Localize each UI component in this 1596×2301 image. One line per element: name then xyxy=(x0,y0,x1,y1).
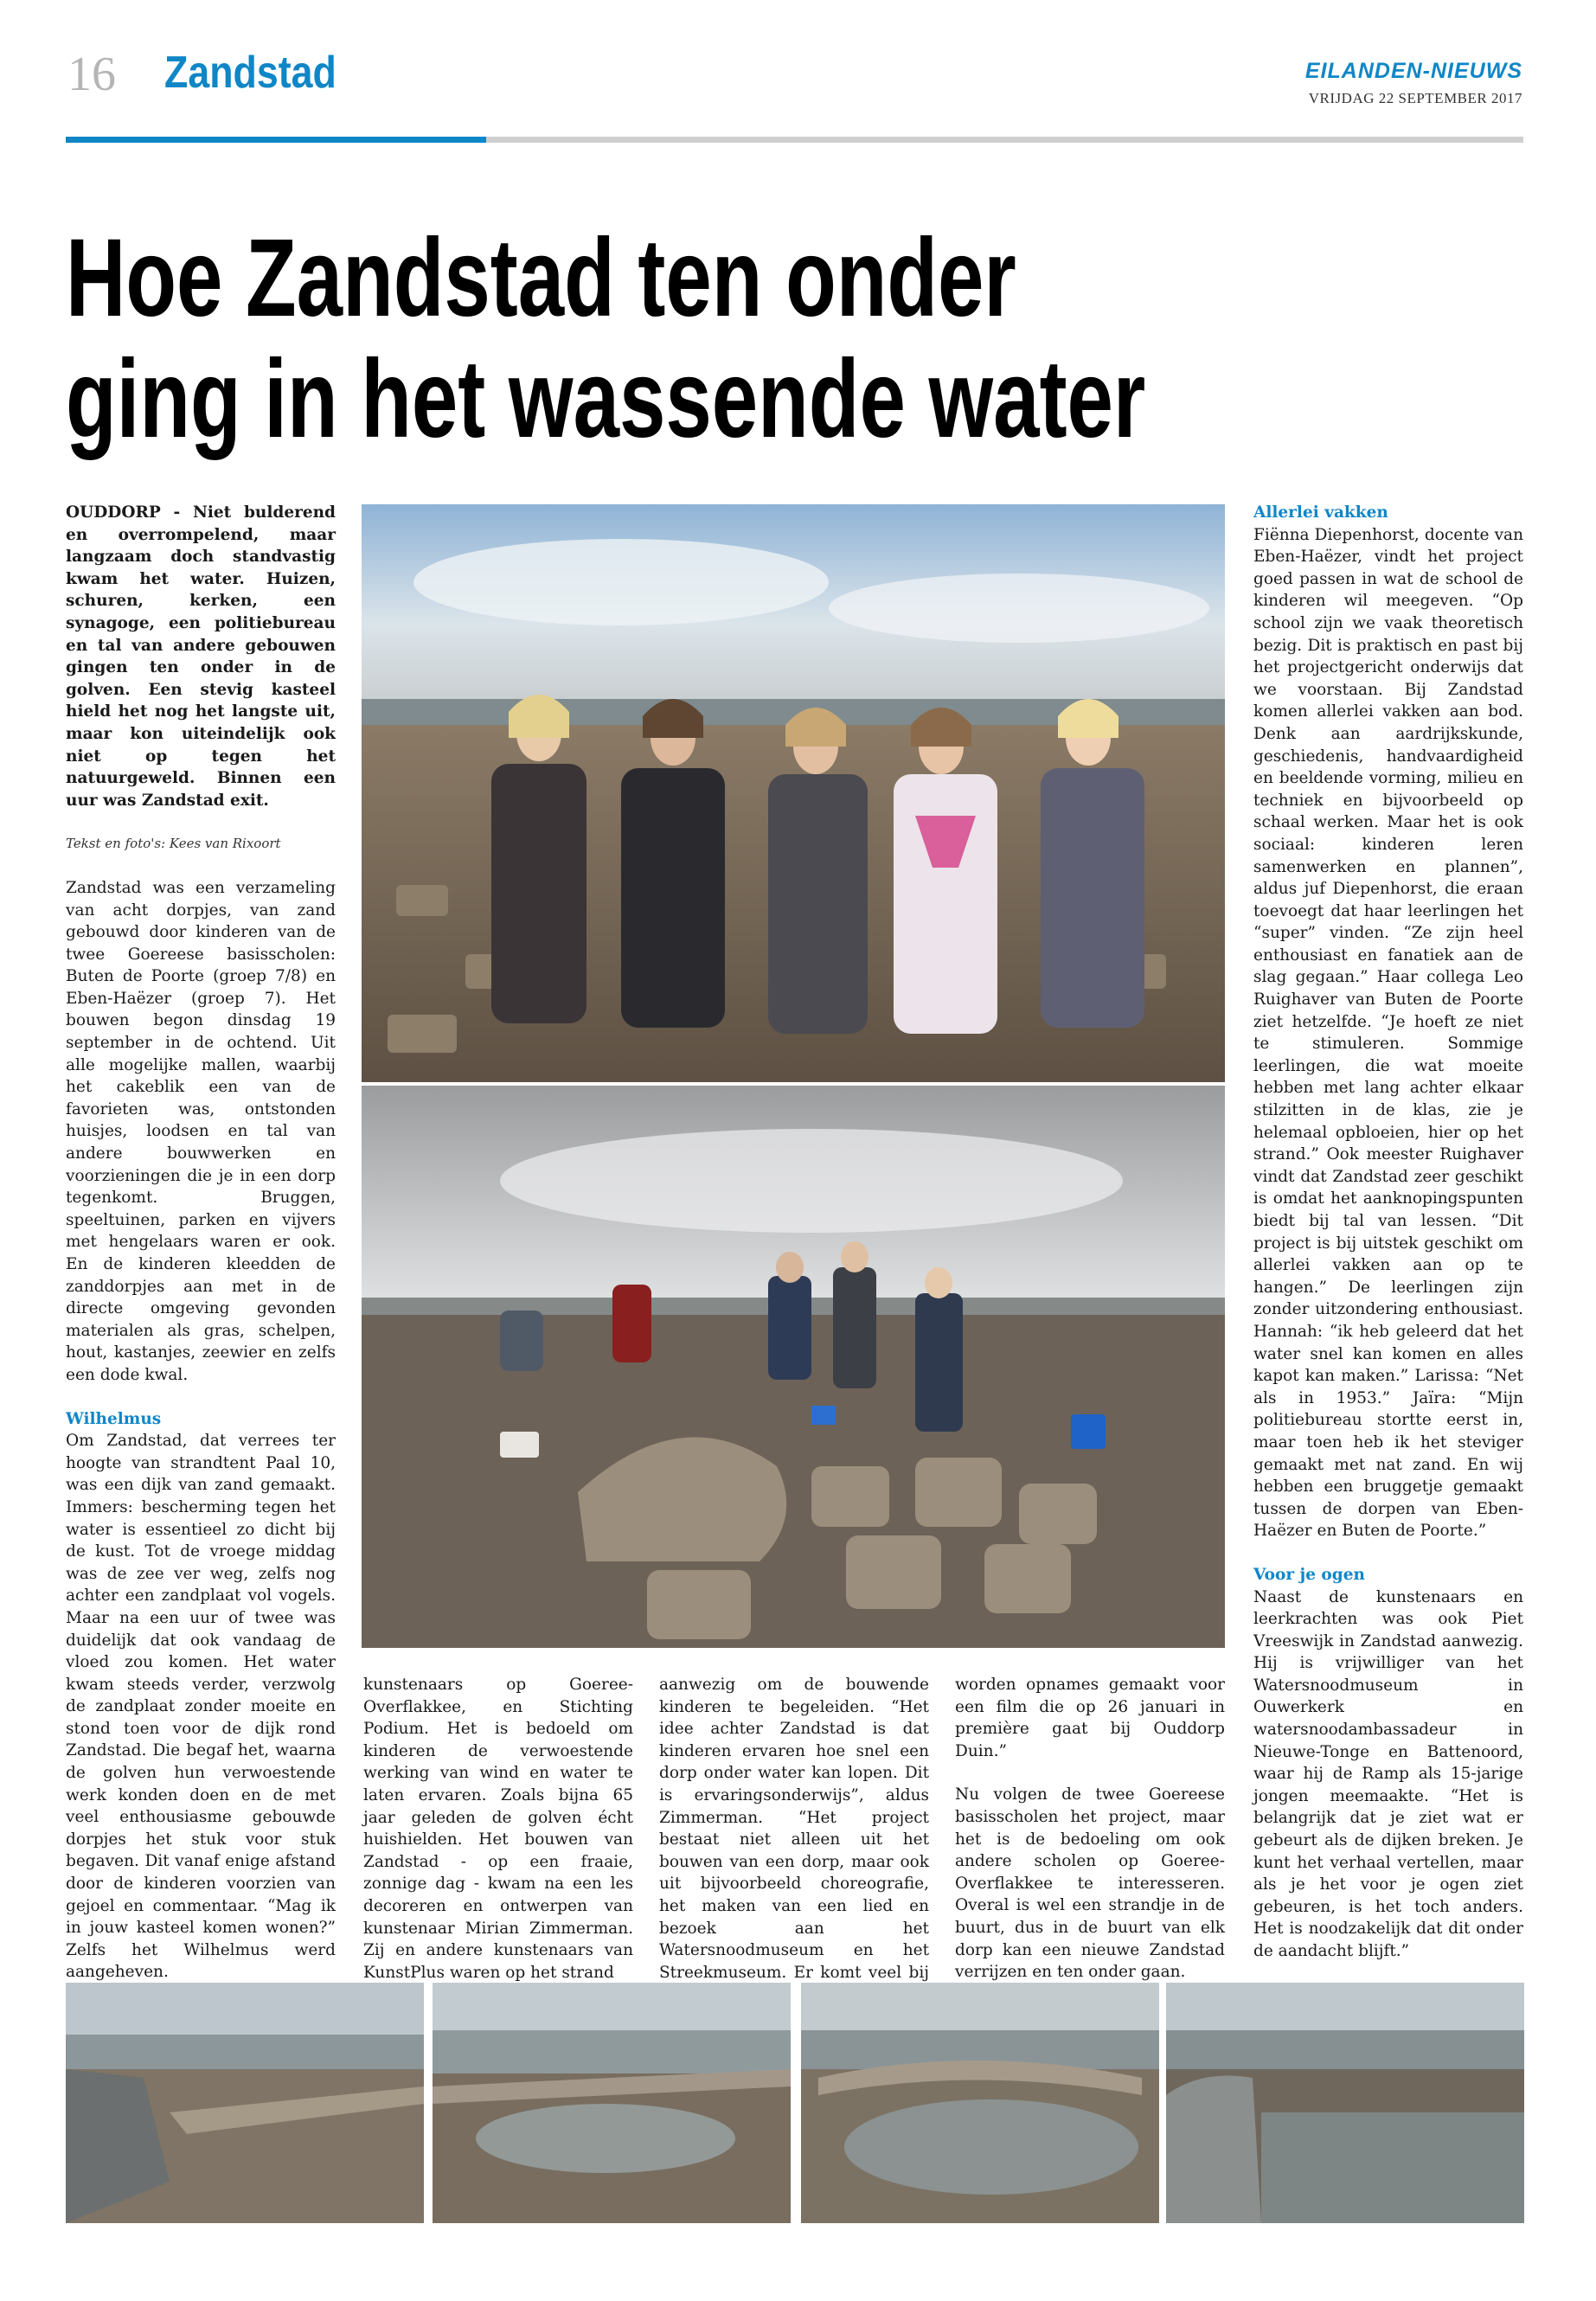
sandcastle-building-photo xyxy=(362,1086,1225,1648)
headline-line-2: ging in het wassende water xyxy=(66,337,1146,461)
column-4 xyxy=(955,1674,1225,2005)
flood-sequence-photo-2 xyxy=(433,1983,791,2223)
body-paragraph-6: worden opnames gemaakt voor een film die op 26 januari in première gaat bij Ouddorp Duin.” xyxy=(955,1676,1225,1760)
column-2 xyxy=(363,1674,633,2005)
subheading-wilhelmus: Wilhelmus xyxy=(66,1409,162,1428)
column-5 xyxy=(1253,502,1523,2138)
newspaper-logo: EILANDEN-NIEUWS xyxy=(1304,59,1522,83)
headline xyxy=(66,218,1532,460)
flood-sequence-photo-4 xyxy=(1166,1983,1524,2223)
section-title: Zandstad xyxy=(164,48,337,98)
body-paragraph-4: kunstenaars op Goeree-Overflakkee, en Stichting Podium. Het is bedoeld om kinderen de verwoestende werking van wind en water te laten ervaren. Zoals bijna 65 jaar geleden de golven écht huishielden. Het bouwen van Zandstad - op een fraaie, zonnige dag - kwam na een les decoreren en ontwerpen van kunstenaar Mirian Zimmerman. Zij en andere kunstenaars van KunstPlus waren op het strand xyxy=(363,1676,633,1982)
subheading-allerlei-vakken: Allerlei vakken xyxy=(1253,503,1388,522)
header-rule-accent xyxy=(66,137,486,143)
flood-sequence-photo-1 xyxy=(66,1983,424,2223)
children-group-photo xyxy=(362,504,1225,1082)
body-paragraph-5: aanwezig om de bouwende kinderen te begeleiden. “Het idee achter Zandstad is dat kinderen ervaren hoe snel een dorp onder water kan lopen. Dit is ervaringsonderwijs”, aldus Zimmerman. “Het project bestaat niet alleen uit het bouwen van een dorp, maar ook uit bijvoorbeeld choreografie, het maken van een lied en bezoek aan het Watersnoodmuseum en het Streekmuseum. Er komt veel bij xyxy=(659,1676,929,1982)
body-paragraph-1: Zandstad was een verzameling van acht dorpjes, van zand gebouwd door kinderen van de twee Goereese basisscholen: Buten de Poorte (groep 7/8) en Eben-Haëzer (groep 7). Het bouwen begon dinsdag 19 september in de ochtend. Uit alle mogelijke mallen, waarbij het cakeblik een van de favorieten was, ontstonden huisjes, loodsen en tal van andere bouwwerken en voorzieningen die je in een dorp tegenkomt. Bruggen, speeltuinen, parken en vijvers met hengelaars waren er ook. En de kinderen kleedden de zanddorpjes aan met in de directe omgeving gevonden materialen als gras, schelpen, hout, kastanjes, zeewier en zelfs een dode kwal. xyxy=(66,878,336,1384)
headline-line-1: Hoe Zandstad ten onder xyxy=(66,216,1016,340)
issue-date: VRIJDAG 22 SEPTEMBER 2017 xyxy=(1308,90,1522,106)
photo-credit: Tekst en foto's: Kees van Rixoort xyxy=(66,836,281,852)
page-number: 16 xyxy=(67,48,116,101)
body-paragraph-2: Om Zandstad, dat verrees ter hoogte van strandtent Paal 10, was een dijk van zand gemaakt. Immers: bescherming tegen het water is essentieel zo dicht bij de kust. Tot de vroege middag was de zee ver weg, zelfs nog achter een zandplaat vol vogels. Maar na een uur of twee was duidelijk dat ook vandaag de vloed zou komen. Het water kwam steeds verder, verzwolg de zandplaat zonder moeite en stond toen voor de dijk rond Zandstad. Die begaf het, waarna de golven hun verwoestende werk konden doen en de met veel enthousiasme gebouwde dorpjes het stuk voor stuk begaven. Dit vanaf enige afstand door de kinderen voorzien van gejoel en commentaar. “Mag ik in jouw kasteel komen wonen?” Zelfs het Wilhelmus werd aangeheven. xyxy=(66,1432,336,1982)
column-1 xyxy=(66,502,336,2093)
body-paragraph-7: Nu volgen de twee Goereese basisscholen het project, maar het is de bedoeling om ook andere scholen op Goeree-Overflakkee te interesseren. Overal is wel een strandje in de buurt, dus in de buurt van elk dorp kan een nieuwe Zandstad verrijzen en ten onder gaan. xyxy=(955,1785,1225,1982)
flood-sequence-photo-3 xyxy=(801,1983,1159,2223)
lead-paragraph: OUDDORP - Niet bulderend en overrompelend, maar langzaam doch standvastig kwam het water. Huizen, schuren, kerken, een synagoge, een politiebureau en tal van andere gebouwen gingen ten onder in de golven. Een stevig kasteel hield het nog het langste uit, maar kon uiteindelijk ook niet op tegen het natuurgeweld. Binnen een uur was Zandstad exit. xyxy=(66,503,336,810)
body-paragraph-8: Fiënna Diepenhorst, docente van Eben-Haëzer, vindt het project goed passen in wat de school de kinderen wil meegeven. “Op school zijn we vaak theoretisch bezig. Dit is praktisch en past bij het projectgericht onderwijs dat we voorstaan. Bij Zandstad komen allerlei vakken aan bod. Denk aan aardrijkskunde, geschiedenis, handvaardigheid en beeldende vorming, milieu en techniek en bijvoorbeeld op schaal werken. Maar het is ook sociaal: kinderen leren samenwerken en plannen”, aldus juf Diepenhorst, die eraan toevoegt dat haar leerlingen het “super” vinden. “Ze zijn heel enthousiast en fanatiek aan de slag gegaan.” Haar collega Leo Ruighaver van Buten de Poorte ziet hetzelfde. “Je hoeft ze niet te stimuleren. Sommige leerlingen, die wat moeite hebben met lang achter elkaar stilzitten in de klas, zie je helemaal opbloeien, hier op het strand.” Ook meester Ruighaver vindt dat Zandstad zeer geschikt is omdat het aanknopingspunten biedt bij tal van lessen. “Dit project is bij uitstek geschikt om allerlei vakken aan op te hangen.” De leerlingen zijn zonder uitzondering enthousiast. Hannah: “ik heb geleerd dat het water snel kan komen en alles kapot kan maken.” Larissa: “Net als in 1953.” Jaïra: “Mijn politiebureau stortte eerst in, maar toen heb ik het steviger gemaakt met nat zand. En wij hebben een bruggetje gemaakt tussen de dorpen van Eben-Haëzer en Buten de Poorte.” xyxy=(1253,525,1523,1541)
column-3 xyxy=(659,1674,929,2028)
body-paragraph-9: Naast de kunstenaars en leerkrachten was ook Piet Vreeswijk in Zandstad aanwezig. Hij is vrijwilliger van het Watersnoodmuseum in Ouwerkerk en watersnoodambassadeur in Nieuwe-Tonge en Battenoord, waar hij de Ramp als 15-jarige jongen meemaakte. “Het is belangrijk dat je ziet wat er gebeurt als de dijken breken. Je kunt het verhaal vertellen, maar als je het voor je ogen ziet gebeuren, is het toch anders. Het is noodzakelijk dat dit onder de aandacht blijft.” xyxy=(1253,1587,1523,1960)
subheading-voor-je-ogen: Voor je ogen xyxy=(1253,1565,1365,1584)
